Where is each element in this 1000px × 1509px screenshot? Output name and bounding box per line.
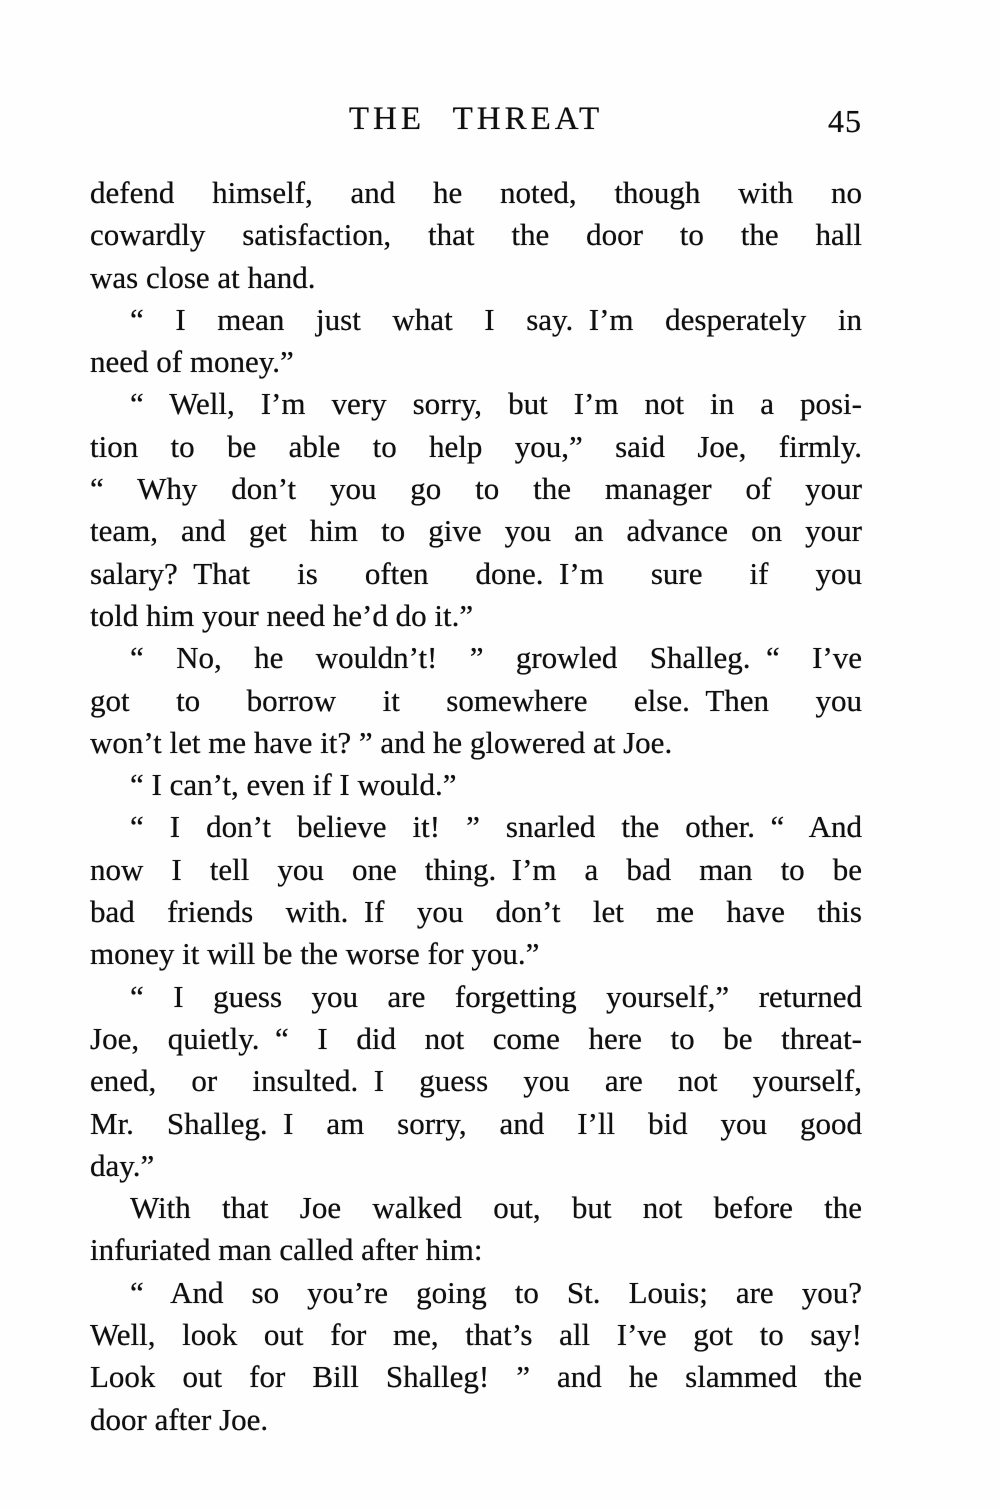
text-line: need of money.” [90, 344, 294, 380]
text-line: got to borrow it somewhere else. Then you [90, 682, 862, 718]
text-line: “ I guess you are forgetting yourself,” returned [130, 978, 862, 1014]
text-line: “ Why don’t you go to the manager of your [90, 471, 862, 507]
paragraph [90, 299, 862, 384]
paragraph [90, 806, 862, 975]
text-line: day.” [90, 1147, 155, 1183]
text-line: Well, look out for me, that’s all I’ve got to say! [90, 1317, 862, 1353]
paragraph [90, 637, 862, 764]
text-line: “ Well, I’m very sorry, but I’m not in a posi- [130, 386, 862, 422]
text-line: now I tell you one thing. I’m a bad man to be [90, 851, 862, 887]
text-line: told him your need he’d do it.” [90, 597, 474, 633]
text-line: tion to be able to help you,” said Joe, firmly. [90, 428, 862, 464]
text-line: ened, or insulted. I guess you are not yourself, [90, 1063, 862, 1099]
text-line: “ And so you’re going to St. Louis; are you? [130, 1274, 862, 1310]
text-line: Mr. Shalleg. I am sorry, and I’ll bid you good [90, 1105, 862, 1141]
text-line: Joe, quietly. “ I did not come here to be threat- [90, 1020, 862, 1056]
text-line: bad friends with. If you don’t let me have this [90, 894, 862, 930]
page-body [90, 172, 862, 1441]
text-line: “ No, he wouldn’t! ” growled Shalleg. “ I’ve [130, 640, 862, 676]
text-line: door after Joe. [90, 1401, 269, 1437]
paragraph [90, 383, 862, 637]
running-head [90, 101, 862, 139]
text-line: salary? That is often done. I’m sure if you [90, 555, 862, 591]
text-line: team, and get him to give you an advance on your [90, 513, 862, 549]
paragraph [90, 1187, 862, 1272]
paragraph [90, 764, 862, 806]
text-line: “ I don’t believe it! ” snarled the other. “ And [130, 809, 862, 845]
text-line: “ I mean just what I say. I’m desperately in [130, 301, 862, 337]
paragraph [90, 172, 862, 299]
text-line: defend himself, and he noted, though with no [90, 175, 862, 210]
text-line: won’t let me have it? ” and he glowered at Joe. [90, 724, 673, 760]
text-line: With that Joe walked out, but not before the [130, 1190, 862, 1226]
text-line: Look out for Bill Shalleg! ” and he slammed the [90, 1359, 862, 1395]
page-title: THE THREAT [348, 101, 604, 137]
paragraph [90, 976, 862, 1187]
page-number: 45 [828, 103, 862, 139]
paragraph [90, 1272, 862, 1441]
text-line: money it will be the worse for you.” [90, 936, 540, 972]
text-line: “ I can’t, even if I would.” [130, 767, 457, 803]
text-line: infuriated man called after him: [90, 1232, 483, 1268]
text-line: was close at hand. [90, 259, 316, 295]
text-line: cowardly satisfaction, that the door to the hall [90, 217, 862, 253]
